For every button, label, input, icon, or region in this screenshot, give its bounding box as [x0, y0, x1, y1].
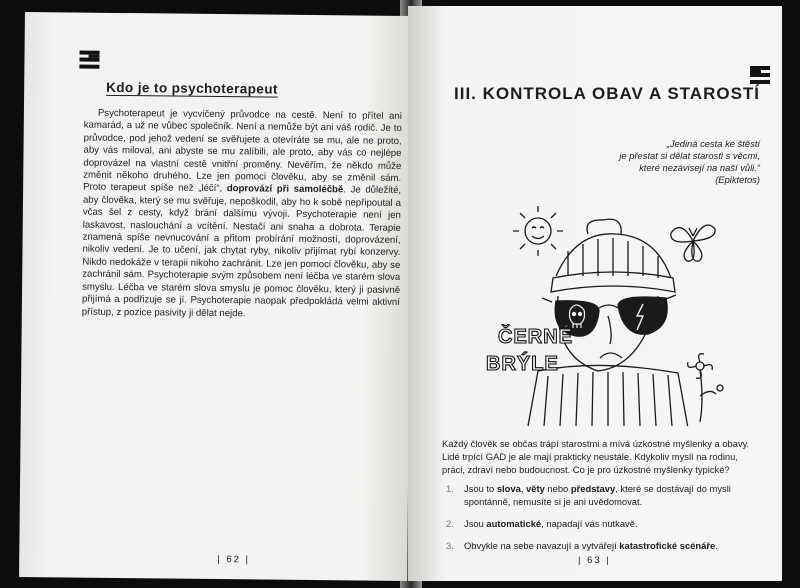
list-item: 1. Jsou to slova, věty nebo představy, které se dostávají do mysli spontánně, nemusíte si je ani uvědomovat. — [446, 483, 731, 507]
left-page — [19, 12, 413, 581]
chapter-title: III. KONTROLA OBAV A STAROSTÍ — [454, 84, 761, 103]
chapter-marker-icon — [750, 66, 770, 84]
epigraph-quote: „Jediná cesta ke štěstí je přestat si dělat starosti s věcmi, které nezávisejí na naší vůli.“ (Epiktetos) — [619, 138, 760, 185]
sun-icon — [513, 206, 563, 256]
traits-list — [442, 482, 754, 552]
chapter-marker-icon — [79, 51, 99, 69]
svg-text:BRÝLE: BRÝLE — [486, 353, 559, 375]
body-text — [442, 437, 754, 561]
page-number: | 63 | — [578, 555, 611, 566]
svg-text:ČERNÉ: ČERNÉ — [498, 326, 574, 348]
flower-icon — [688, 354, 723, 422]
section-title: Kdo je to psychoterapeut — [106, 79, 278, 97]
body-paragraph: Psychoterapeut je vycvičený průvodce na cestě. Není to přítel ani kamarád, a už ne vůbec společník. Není a nemůže být ani váš rodič. Je to průvodce, pod jehož vedení se svěřujete a otevíráte se mu, ale ne proto, aby vás miloval, ani abyste se mu zalíbili, ale proto, aby vás co nejlépe doprovázel na vlastní cestě vnitřní proměny. Nevěřím, že někdo může změnit někoho druhého. Lze jen pomoci člověku, aby se změnil sám. Proto terapeut spíše než „léčí“, doprovází při samoléčbě. Je důležité, aby člověka, který se mu svěřuje, nepoškodil, aby ho k sobě nepřipoutal a včas šel z cesty, když brání dalšímu vývoji. Psychoterapie není jen laskavost, naslouchání a vcítění. Nestačí ani snaha a dobrota. Terapie znamená spíše nevnucování a přitom probírání možností, doprovázení, nikoliv vedení. Je to učení, jak chytat ryby, nikoliv přijímat rybí konzervy. Nikdo nedokáže v terapii nikoho zachránit. Lze jen pomoci člověku, aby se zachránil sám. Psychoterapie svým způsobem není léčba ve starém slova smyslu. Léčba ve starém slova smyslu je pomoc člověku, který ji pasivně přijímá a podřizuje se jí. Psychoterapie naopak předpokládá velmi aktivní přístup, z pozice pasivity ji dělat nejde. — [81, 107, 402, 319]
right-page — [408, 6, 782, 581]
butterfly-icon — [671, 225, 715, 261]
black-glasses-illustration — [468, 206, 738, 426]
page-number: | 62 | — [217, 554, 251, 566]
list-item: 2. Jsou automatické, napadají vás nutkavě. — [446, 518, 638, 529]
intro-paragraph: Každý člověk se občas trápí starostmi a mívá úzkostné myšlenky a obavy. Lidé trpící GAD je ale mají prakticky neustále. Kdykoliv myslí na rodinu, práci, zdraví nebo budoucnost. Co je pro úzkostné myšlenky typické? — [442, 438, 750, 475]
list-item: 3. Obvykle na sebe navazují a vytvářejí katastrofické scénáře. — [446, 540, 718, 551]
emphasis-text: doprovází při samoléčbě — [226, 183, 344, 196]
